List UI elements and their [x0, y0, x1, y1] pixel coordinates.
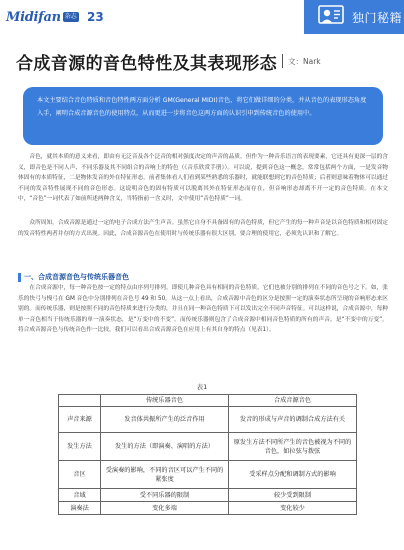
- table-cell: 原发生方法不同所产生的音色被视为不同的音色，如拉弦与拨弦: [229, 433, 357, 461]
- table-header-row: [59, 395, 357, 407]
- logo-badge: 杂志: [64, 13, 77, 20]
- table-cell: 受不同乐器的限制: [101, 489, 229, 502]
- column-tab: [304, 0, 404, 34]
- table-row: [59, 489, 357, 502]
- table-row-label: 演奏法: [59, 502, 101, 515]
- table-row: [59, 433, 357, 461]
- table-cell: 受演奏的影响，不同的音区可以产生不同的紧张度: [101, 461, 229, 489]
- abstract-box: 本文主要结合音色特质和音色特性两方面分析 GM(General MIDI)音色，将它们做详细的分类，并从音色的表现形态角度入手，阐明合成音源音色的使用特点，从而更进一步将音色这两方面的认识引申到传统音色的使用中。: [23, 87, 383, 145]
- table-header-cell: 传统乐器音色: [101, 395, 229, 407]
- table-header-cell: [59, 395, 101, 407]
- table-row-label: 音域: [59, 489, 101, 502]
- table-cell: 变化较少: [229, 502, 357, 515]
- user-presenter-icon: [318, 4, 344, 30]
- table-cell: 较少受到限制: [229, 489, 357, 502]
- column-label: 独门秘籍: [352, 10, 403, 25]
- table-cell: 变化多端: [101, 502, 229, 515]
- table-row-label: 声音来源: [59, 407, 101, 433]
- table-row: [59, 461, 357, 489]
- table-row: [59, 502, 357, 515]
- author-byline: 文：Nark: [288, 56, 321, 66]
- body-paragraph-2: 众所周知，合成音源是通过一定的电子合成方法产生声音。虽然它自身不具备固有的音色特质，但它产生的每一种声音是以音色特质和相对固定的发音特性两者并存的方式出现。因此，合成音源音色在使用时与传统乐器有很大区别，要合理的使用它，必须先认识和了解它。: [18, 220, 388, 237]
- table-row-label: 发生方法: [59, 433, 101, 461]
- section-title: 一、合成音源音色与传统乐器音色: [24, 273, 129, 281]
- table-cell: 发生的方法（即演奏、演唱的方法）: [101, 433, 229, 461]
- page-title: 合成音源的音色特性及其表现形态: [16, 53, 277, 74]
- table-caption: 表1: [196, 383, 208, 391]
- section-heading: [18, 272, 129, 282]
- logo-text: Midifan: [6, 9, 61, 25]
- table-row: [59, 407, 357, 433]
- table-cell: 发音体共振所产生的泛音作用: [101, 407, 229, 433]
- body-paragraph-1: 音色，就其本质的意义来看，即由有无泛音及各个泛音的相对强度决定的声音的品质。但作为一种音乐语言的表现要素，它还具有更深一层的含义，即音色是不同人声、不同乐器及其不同组合的音响上的特色（《音乐欣赏手册》）。可以说，提到音色这一概念，常常包括两个方面，一是发音物体固有的本质特征，二是物体发音的外在特征形态。前者集体看人们看到某些熟悉的乐器时，就能联想到它的音色特质；后者则意味着物体可以通过不同的发音特性展现不同的音色形态。这说明音色的固有特质可以脱离其外在特征形态而存在，但音响形态却离不开一定的音色特质。在本文中，“音色”一词代表了如前所述两种含义，当特指前一含义时，文中使用“音色特质”一词。: [18, 154, 388, 203]
- title-divider: [282, 54, 283, 68]
- table-cell: 发音的形成与声音的调制合成方法有关: [229, 407, 357, 433]
- table-row-label: 音区: [59, 461, 101, 489]
- body-paragraph-3: 在合成音源中，每一种音色按一定的特点由序列号排列。即使几种音色具有相同的音色特质，它们也被分别的排列在不同的音色号之下。如，张乐的快弓与慢弓在 GM 音色中分别排列在音色号 49 和 50。从这一点上看出，合成音源中音色的区分是按照一定的演奏状态所呈现的音响形态来区别的。而传统乐器，则是按照不同的音色特质来进行分类的，并且在同一种音色特质下可以发出完全不同声音特征。可以这样说，合成音源中，每种单一音色相当于传统乐器的单一演奏状态，是“万变中的不变”。而传统乐器则包含了合成音源中相同音色特质的所有的声音，是“不变中的万变”。将合成音源音色与传统音色作一比较，我们可以看出合成音源音色在应用上有其自身的特点（见表1）。: [18, 285, 388, 334]
- top-bar: [0, 0, 404, 34]
- section-marker: [18, 273, 21, 282]
- title-row: [16, 48, 396, 74]
- table-cell: 受采样点分配和调制方式的影响: [229, 461, 357, 489]
- comparison-table: [58, 394, 357, 515]
- table-header-cell: 合成音源音色: [229, 395, 357, 407]
- magazine-logo[interactable]: [6, 7, 79, 27]
- page-number: 23: [87, 10, 104, 24]
